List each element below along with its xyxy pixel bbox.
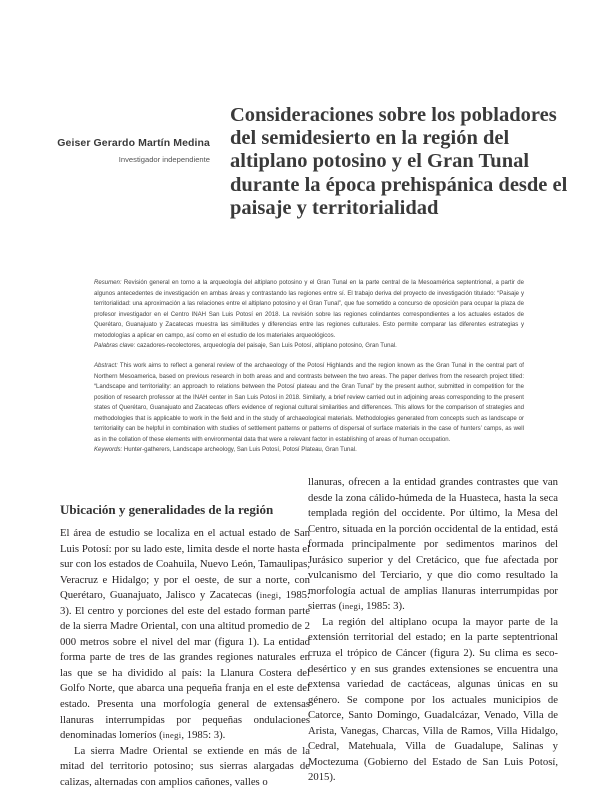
body-paragraph: La sierra Madre Oriental se extiende en más de la mitad del territorio potosino; sus sierras alargadas de calizas, alternadas con amplios cañones, valles o [60,744,310,788]
abstract-block [94,361,524,456]
keywords-label: Keywords: [94,447,123,453]
article-title: Consideraciones sobre los pobladores del semidesierto en la región del altiplano potosino y el Gran Tunal durante la época prehispánica desde el paisaje y territorialidad [230,104,568,219]
citation-inegi: inegi [162,730,182,741]
body-paragraph [308,475,558,615]
palabras-clave-label: Palabras clave: [94,343,136,349]
body-column-right [308,475,558,786]
keywords-text: Hunter-gatherers, Landscape archeology, San Luis Potosí, Potosí Plateau, Gran Tunal. [122,447,357,453]
citation-inegi: inegi [342,601,361,612]
citation-inegi: inegi [259,590,279,601]
abstract-text: This work aims to reflect a general review of the archaeology of the Potosí Highlands and the region known as the Gran Tunal in the central part of Northern Mesoamerica, based on previous research in both areas and and contrasts between the two areas. The paper derives from the research project titled: “Landscape and territoriality: an approach to relations between the Potosí plateau and the Gran Tunal” by the present author, submitted in competition for the position of research professor at the INAH center in San Luis Potosí in 2018. Similarly, a brief review carried out in adjoining areas corresponding to the present states of Querétaro, Guanajuato and Zacatecas offers evidence of regional cultural similarities and differences. This allows for the comparison of strategies and methodologies that is applicable to work in the field and in the study of archaeological materials. Methodologies generated from concepts such as landscape or territoriality can be helpful in combination with studies of settlement patterns or patterns of dispersal of surface materials in the case of hunters’ camps, as well as in the collation of these elements with environmental data that were a relevant factor in establishing of areas of human occupation. [94,363,524,443]
author-block [46,137,210,164]
author-affiliation: Investigador independiente [118,155,210,164]
body-text: , 1985: 3). El centro y porciones del este del estado forman parte de la sierra Madre Oriental, con una altitud promedio de 2 000 metros sobre el nivel del mar (figura 1). La entidad forma parte de tres de las grandes regiones naturales en las que se ha dividido al país: la Llanura Costera del Golfo Norte, que abarca una pequeña franja en el este del estado. Presenta una morfología general de extensas llanuras interrumpidas por pequeñas ondulaciones denominadas lomeríos ( [60,589,310,742]
body-paragraph: La región del altiplano ocupa la mayor parte de la extensión territorial del estado; en la parte septentrional cruza el trópico de Cáncer (figura 2). Su clima es seco-desértico y en sus grandes extensiones se encuentra una extensa variedad de cactáceas, algunas únicas en su género. Se compone por los actuales municipios de Catorce, Santo Domingo, Guadalcázar, Venado, Villa de Arista, Vanegas, Charcas, Villa de Ramos, Villa Hidalgo, Cedral, Matehuala, Villa de Guadalupe, Salinas y Moctezuma (Gobierno del Estado de San Luis Potosí, 2015). [308,615,558,784]
author-name: Geiser Gerardo Martín Medina [57,137,210,149]
body-paragraph [60,526,310,744]
body-text: llanuras, ofrecen a la entidad grandes contrastes que van desde la zona cálido-húmeda de la Huasteca, hasta la seca templada región del occidente. Por último, la Mesa del Centro, situada en la porción occidental de la entidad, está formada principalmente por sedimentos marinos del Jurásico superior y del Cretácico, que fue afectada por vulcanismo del Terciario, y que dio como resultado la morfología actual de amplias llanuras interrumpidas por sierras ( [308,476,558,613]
resumen-block [94,278,524,352]
abstract-label: Abstract: [94,363,118,369]
palabras-clave-text: cazadores-recolectores, arqueología del paisaje, San Luis Potosí, altiplano potosino, Gran Tunal. [135,343,397,349]
resumen-label: Resumen: [94,280,122,286]
body-column-left [60,526,310,790]
section-heading: Ubicación y generalidades de la región [60,502,274,517]
body-text: , 1985: 3). [360,600,405,613]
body-text: El área de estudio se localiza en el actual estado de San Luis Potosí: por su lado este, limita desde el norte hasta el sur con los estados de Coahuila, Nuevo León, Tamaulipas, Veracruz e Hidalgo; y por el oeste, de sur a norte, con Querétaro, Guanajuato, Jalisco y Zacatecas ( [60,527,310,602]
body-text: , 1985: 3). [181,729,226,742]
resumen-text: Revisión general en torno a la arqueología del altiplano potosino y el Gran Tunal en la parte central de la Mesoamérica septentrional, a partir de algunos antecedentes de investigación en ambas áreas y contrastando las regiones entre sí. El trabajo deriva del proyecto de investigación titulado: “Paisaje y territorialidad: una aproximación a las relaciones entre el altiplano potosino y el Gran Tunal”, que fue sometido a concurso de oposición para ocupar la plaza de profesor investigador en el Centro INAH San Luis Potosí en 2018. La revisión sobre las regiones colindantes correspondientes a los actuales estados de Querétaro, Guanajuato y Zacatecas muestra las similitudes y diferencias entre las regiones culturales. Esto permite comparar las diferentes estrategias y metodologías a aplicar en campo, así como en el estudio de los materiales arqueológicos. [94,280,524,339]
